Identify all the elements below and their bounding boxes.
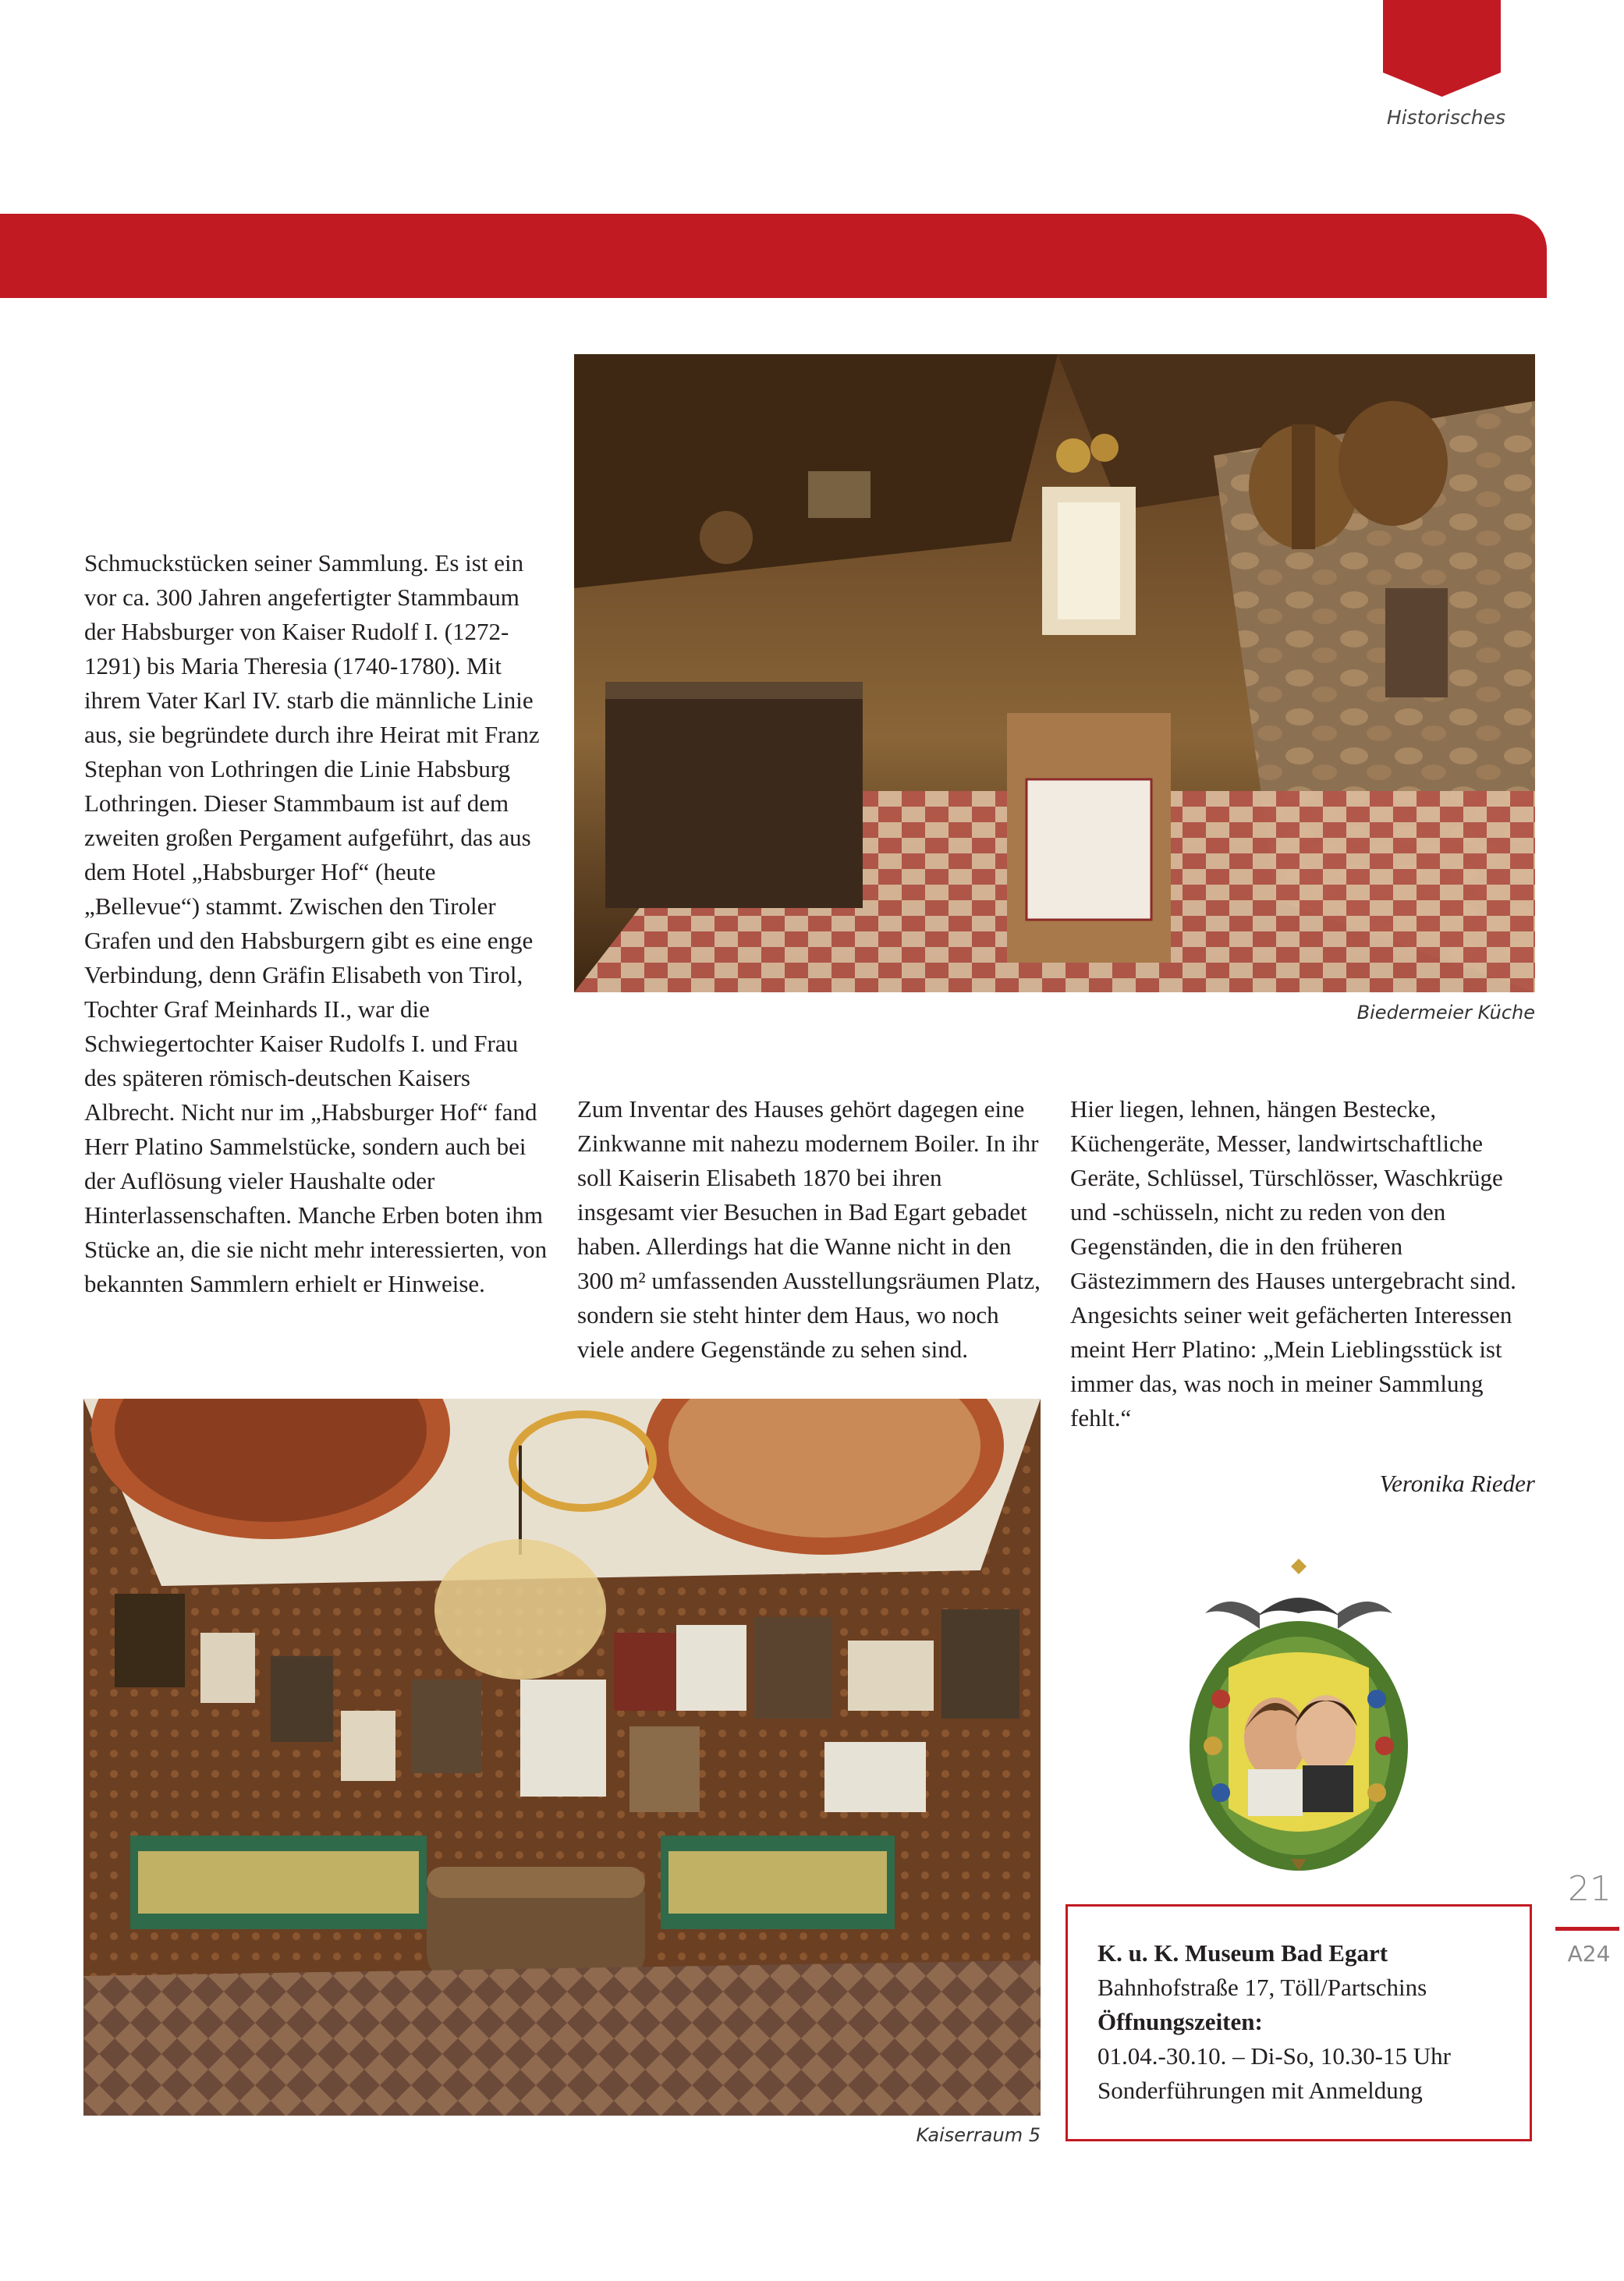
article-column-1: Schmuckstücken seiner Sammlung. Es ist ein vor ca. 300 Jahren angefertigter Stammbaum der Habsburger von Kaiser Rudolf I. (1272-1291) bis Maria Theresia (1740-1780). Mit ihrem Vater Karl IV. starb die männliche Linie aus, sie begründete durch ihre Heirat mit Franz Stephan von Lothringen die Linie Habsburg Lothringen. Dieser Stammbaum ist auf dem zweiten großen Pergament aufgeführt, das aus dem Hotel „Habsburger Hof“ (heute „Bellevue“) stammt. Zwischen den Tiroler Grafen und den Habsburgern gibt es eine enge Verbindung, denn Gräfin Elisabeth von Tirol, Tochter Graf Meinhards II., war die Schwiegertochter Kaiser Rudolfs I. und Frau des späteren römisch-deutschen Kaisers Albrecht. Nicht nur im „Habsburger Hof“ fand Herr Platino Sammelstücke, sondern auch bei der Auflösung vieler Haushalte oder Hinterlassenschaften. Manche Erben boten ihm Stücke an, die sie nicht mehr interessierten, von bekannten Sammlern erhielt er Hinweise. xyxy=(84,549,548,1297)
museum-name: K. u. K. Museum Bad Egart xyxy=(1097,1939,1388,1967)
imperial-couple-emblem xyxy=(1174,1559,1424,1874)
page-number-rule xyxy=(1555,1927,1619,1931)
article-column-3: Hier liegen, lehnen, hängen Bestecke, Küchengeräte, Messer, landwirtschaftliche Geräte, Schlüssel, Türschlösser, Waschkrüge und -schüsseln, nicht zu reden von den Gegenständen, die in den früheren Gästezimmern des Hauses untergebracht sind. Angesichts seiner weit gefächerten Interessen meint Herr Platino: „Mein Lieblingsstück ist immer das, was noch in meiner Sammlung fehlt.“ xyxy=(1070,1095,1516,1431)
article-column-2: Zum Inventar des Hauses gehört dagegen eine Zinkwanne mit nahezu modernem Boiler. In ihr soll Kaiserin Elisabeth 1870 bei ihren insgesamt vier Besuchen in Bad Egart gebadet haben. Allerdings hat die Wanne nicht in den 300 m² umfassenden Ausstellungsräumen Platz, sondern sie steht hinter dem Haus, wo noch viele andere Gegenstände zu sehen sind. xyxy=(577,1095,1041,1363)
red-banner xyxy=(0,214,1547,298)
author-name: Veronika Rieder xyxy=(1379,1470,1535,1497)
header-red-tab xyxy=(1383,0,1501,97)
page-code: A24 xyxy=(1567,1941,1611,1967)
opening-hours: 01.04.-30.10. – Di-So, 10.30-15 Uhr xyxy=(1097,2042,1451,2070)
opening-hours-label: Öffnungszeiten: xyxy=(1097,2008,1263,2035)
kitchen-photo xyxy=(574,354,1535,992)
kitchen-caption: Biedermeier Küche xyxy=(1356,1002,1535,1023)
kaiserraum-photo xyxy=(83,1399,1041,2116)
museum-address: Bahnhofstraße 17, Töll/Partschins xyxy=(1097,1974,1427,2001)
page-number: 21 xyxy=(1568,1869,1612,1909)
section-label: Historisches xyxy=(1386,106,1505,129)
kaiserraum-caption: Kaiserraum 5 xyxy=(916,2124,1041,2146)
special-tours: Sonderführungen mit Anmeldung xyxy=(1097,2077,1423,2104)
museum-info-box xyxy=(1066,1904,1532,2141)
